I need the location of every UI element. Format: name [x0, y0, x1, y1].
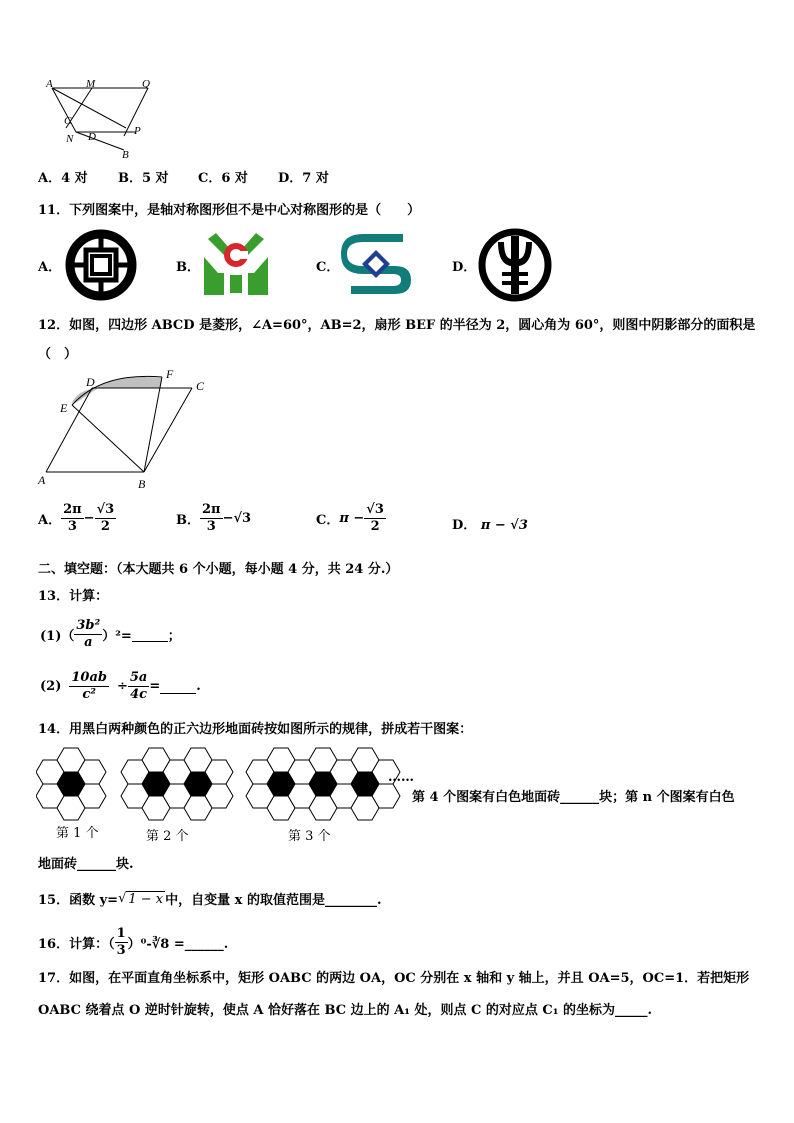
- q10-option-d: D．7 对: [278, 171, 329, 186]
- q14-stem: 14．用黑白两种颜色的正六边形地面砖按如图所示的规律，拼成若干图案：: [38, 722, 473, 737]
- q15-suffix: 中，自变量 x 的取值范围是________.: [165, 893, 382, 908]
- q13-p1-blank: [132, 627, 168, 642]
- q12-option-b-rest: −√3: [222, 511, 252, 526]
- fig10-label-q: Q: [142, 78, 150, 90]
- q12-option-a: [38, 502, 116, 535]
- q12-option-c-frac: $\frac{√3}{2}$: [366, 502, 384, 534]
- q11-option-a-letter: A．: [38, 260, 62, 275]
- q15-prefix: 15．函数 y=: [38, 893, 119, 908]
- q12-option-b-letter: B．: [176, 513, 200, 528]
- q14-caption-2: 第 2 个: [146, 829, 189, 844]
- q15-radical: √: [118, 891, 127, 906]
- q10-option-a: A．4 对: [38, 171, 88, 186]
- fig12-label-f: F: [166, 367, 174, 381]
- fig10-label-m: M: [86, 78, 96, 90]
- q13-part2: [40, 670, 201, 703]
- q15: [38, 889, 381, 908]
- section-2-heading: 二、填空题：（本大题共 6 个小题，每小题 4 分，共 24 分.）: [38, 562, 399, 577]
- bank-logo-icon: [200, 229, 272, 299]
- q13-p1-end: ；: [167, 629, 181, 644]
- q16: [38, 926, 228, 959]
- q17-line1: 17．如图，在平面直角坐标系中，矩形 OABC 的两边 OA，OC 分别在 x 轴和 y 轴上，并且 OA=5，OC=1．若把矩形: [38, 971, 750, 986]
- q13-p2-blank: [160, 679, 196, 694]
- q12-option-a-frac2: $\frac{√3}{2}$: [96, 502, 115, 534]
- q16-frac: $\frac{1}{3}$: [116, 926, 126, 958]
- fig10-label-b: B: [122, 149, 129, 161]
- q11-option-d-letter: D．: [452, 260, 477, 275]
- q10-figure: [40, 74, 170, 164]
- q11-stem: 11．下列图案中，是轴对称图形但不是中心对称图形的是（ ）: [38, 203, 421, 218]
- fig10-label-n: N: [66, 133, 74, 145]
- q12-stem-line2: （ ）: [38, 347, 78, 362]
- fig12-label-b: B: [138, 477, 146, 491]
- q12-option-d: [452, 514, 528, 533]
- fig12-label-a: A: [38, 473, 46, 487]
- fig12-label-c: C: [196, 379, 205, 393]
- q12-figure: [32, 364, 218, 492]
- s-logo-icon: [338, 232, 414, 296]
- q13-part1: [40, 618, 181, 651]
- q16-prefix: 16．计算：（: [38, 937, 115, 952]
- q12-option-c-pi: π −: [339, 511, 365, 526]
- q12-option-d-letter: D．: [452, 518, 477, 533]
- q13-p2-frac2: $\frac{5a}{4c}$: [129, 670, 148, 702]
- q14-caption-1: 第 1 个: [56, 826, 99, 841]
- q13-p2-div: ÷: [116, 679, 128, 694]
- q13-p1-prefix: (1)（: [40, 629, 75, 644]
- fig10-label-c: C: [64, 115, 72, 127]
- q11-option-b-letter: B．: [176, 260, 200, 275]
- q14-dots: ……: [388, 770, 414, 785]
- q13-stem: 13．计算：: [38, 589, 109, 604]
- grain-logo-icon: [476, 226, 554, 304]
- q12-option-c-letter: C．: [316, 513, 340, 528]
- fig12-label-d: D: [86, 375, 95, 389]
- fig10-label-d: D: [88, 131, 96, 143]
- q12-option-a-minus: −: [83, 511, 95, 526]
- q13-p2-eq: =: [149, 679, 161, 694]
- q16-suffix: ）⁰-∛8 =______.: [127, 937, 229, 952]
- q12-stem-line1: 12．如图，四边形 ABCD 是菱形，∠A=60°，AB=2，扇形 BEF 的半径为 2，圆心角为 60°，则图中阴影部分的面积是: [38, 318, 756, 333]
- q10-option-b: B．5 对: [118, 171, 169, 186]
- q13-p2-prefix: (2): [40, 679, 62, 694]
- q13-p1-frac: $\frac{\text{3b²}}{a}$: [76, 618, 101, 650]
- fig12-label-e: E: [60, 401, 68, 415]
- q15-radicand: 1 − x: [128, 891, 164, 907]
- q13-p2-end: .: [196, 679, 201, 694]
- q17-line2: OABC 绕着点 O 逆时针旋转，使点 A 恰好落在 BC 边上的 A₁ 处，则点 C 的对应点 C₁ 的坐标为_____.: [38, 1003, 653, 1018]
- q13-p2-frac1: $\frac{10ab}{\text{c²}}$: [71, 670, 107, 702]
- fig10-label-p: P: [134, 125, 141, 137]
- q12-option-a-frac1: $\frac{2\pi}{3}$: [63, 502, 82, 534]
- q14-line2: 地面砖______块.: [38, 857, 134, 872]
- fig10-label-a: A: [46, 78, 53, 90]
- q12-option-c: [316, 502, 386, 535]
- q14-caption-3: 第 3 个: [288, 829, 331, 844]
- q12-option-a-letter: A．: [38, 513, 62, 528]
- q11-option-c-letter: C．: [316, 260, 340, 275]
- q13-p1-suffix: ）²=: [102, 629, 132, 644]
- q14-text-after: 第 4 个图案有白色地面砖______块；第 n 个图案有白色: [412, 790, 735, 805]
- q12-option-b-frac: $\frac{2\pi}{3}$: [202, 502, 221, 534]
- q12-option-b: [176, 502, 251, 535]
- q10-option-c: C．6 对: [198, 171, 248, 186]
- coin-logo-icon: [62, 226, 140, 304]
- q12-option-d-expr: π − √3: [480, 518, 528, 533]
